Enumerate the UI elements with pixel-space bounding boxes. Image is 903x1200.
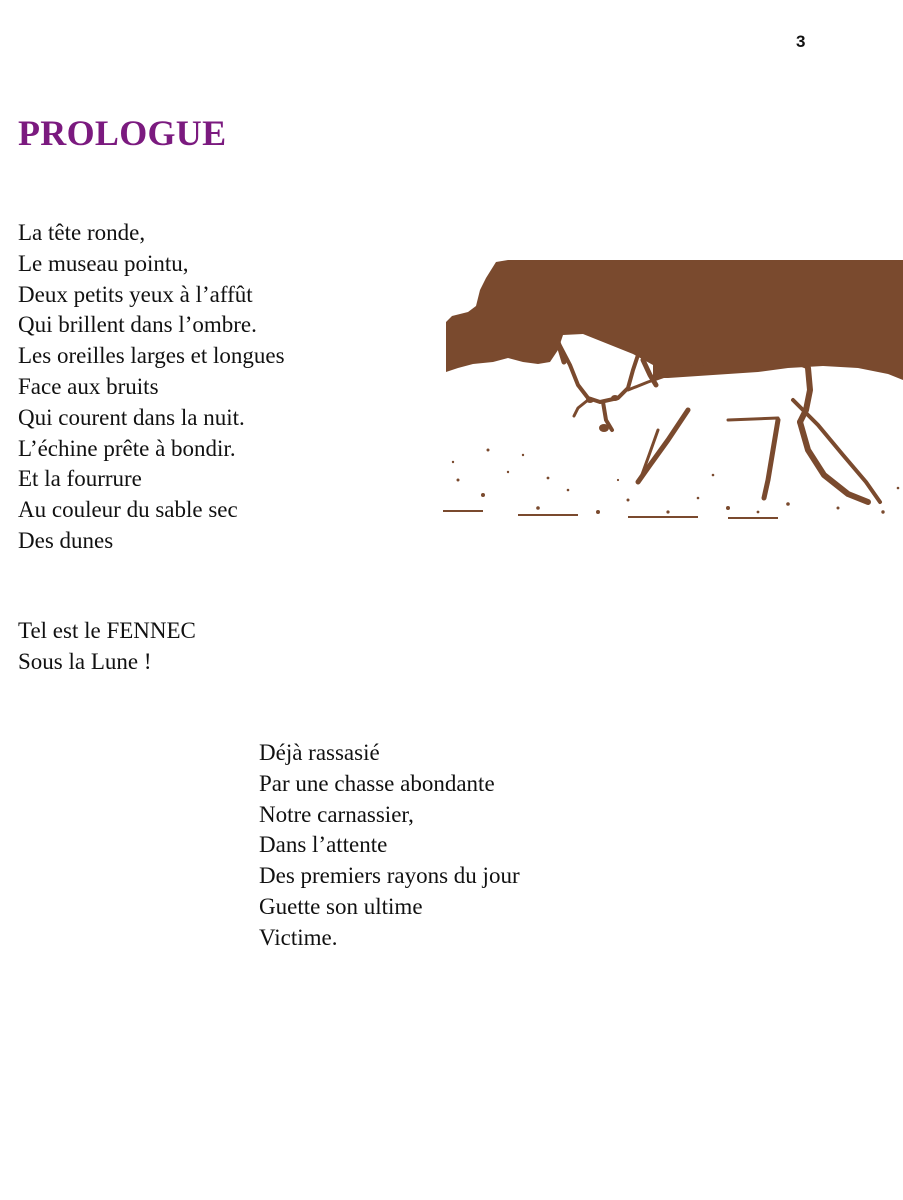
stanza-3 bbox=[259, 738, 520, 954]
poem-line: La tête ronde, bbox=[18, 220, 146, 245]
poem-line: L’échine prête à bondir. bbox=[18, 435, 236, 461]
stanza-1 bbox=[18, 218, 285, 557]
poem-line: Guette son ultime bbox=[259, 893, 423, 919]
poem-line: Tel est le FENNEC bbox=[18, 618, 196, 643]
poem-line: Les oreilles larges et longues bbox=[18, 343, 285, 369]
fennec-illustration bbox=[428, 250, 903, 522]
page-number: 3 bbox=[796, 32, 806, 51]
poem-line: Des premiers rayons du jour bbox=[259, 863, 520, 889]
stanza-2 bbox=[18, 616, 196, 678]
poem-line: Deux petits yeux à l’affût bbox=[18, 281, 253, 307]
poem-line: Victime. bbox=[259, 924, 338, 950]
poem-line: Par une chasse abondante bbox=[259, 770, 495, 796]
poem-line: Au couleur du sable sec bbox=[18, 497, 238, 523]
poem-line: Qui courent dans la nuit. bbox=[18, 404, 245, 430]
poem-line: Des dunes bbox=[18, 527, 114, 553]
poem-line: Déjà rassasié bbox=[259, 740, 380, 765]
poem-line: Dans l’attente bbox=[259, 832, 388, 858]
page-title: PROLOGUE bbox=[18, 113, 227, 153]
poem-line: Le museau pointu, bbox=[18, 250, 189, 276]
poem-line: Face aux bruits bbox=[18, 373, 159, 399]
poem-line: Notre carnassier, bbox=[259, 801, 414, 827]
poem-line: Sous la Lune ! bbox=[18, 648, 152, 674]
poem-line: Et la fourrure bbox=[18, 466, 142, 492]
poem-line: Qui brillent dans l’ombre. bbox=[18, 312, 257, 338]
